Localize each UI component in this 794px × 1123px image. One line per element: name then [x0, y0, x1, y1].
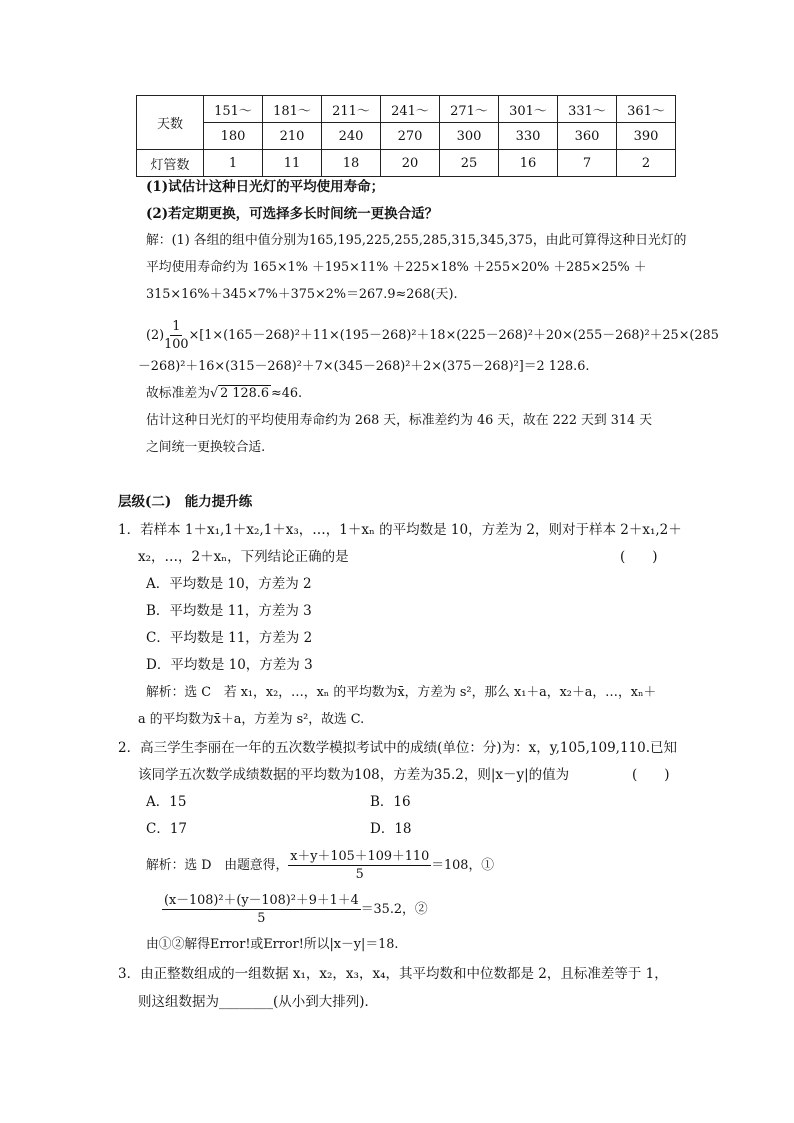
table-cell: 390	[617, 123, 676, 150]
table-cell: 180	[204, 123, 263, 150]
table-cell: 16	[499, 150, 558, 177]
equation-1-result: ＝108，①	[431, 858, 495, 873]
table-cell: 18	[322, 150, 381, 177]
question-3-line-1: 3．由正整数组成的一组数据 x₁，x₂，x₃，x₄，其平均数和中位数都是 2，且标准差等于 1，	[118, 966, 668, 982]
table-cell: 241～	[381, 96, 440, 123]
fraction-numerator: (x－108)²＋(y－108)²＋9＋1＋4	[164, 893, 359, 908]
table-cell: 211～	[322, 96, 381, 123]
question-2-option-a: A．15	[146, 794, 187, 810]
question-1-option-c: C．平均数是 11，方差为 2	[146, 630, 313, 646]
solution-1-line-3: 315×16%＋345×7%＋375×2%＝267.9≈268(天).	[146, 287, 458, 302]
sqrt-sign: √	[209, 386, 219, 401]
question-2-option-b: B．16	[370, 794, 411, 810]
fraction-denominator: 5	[257, 911, 266, 926]
solution-2-line-3	[146, 385, 302, 403]
table-cell: 1	[204, 150, 263, 177]
table-cell: 25	[440, 150, 499, 177]
fraction-numerator: 1	[172, 319, 181, 334]
question-2-line-1: 2．高三学生李丽在一年的五次数学模拟考试中的成绩(单位：分)为：x，y,105,109,110.已知	[118, 740, 678, 756]
solution-2-expression: ×[1×(165－268)²＋11×(195－268)²＋18×(225－268)²＋20×(255－268)²＋25×(285	[188, 328, 719, 343]
solution-2-line-4: 估计这种日光灯的平均使用寿命约为 268 天，标准差约为 46 天，故在 222 天到 314 天	[146, 413, 653, 428]
solution-2-line-5: 之间统一更换较合适.	[146, 440, 266, 455]
table-cell: 300	[440, 123, 499, 150]
solution-1-line-2: 平均使用寿命约为 165×1% ＋195×11% ＋225×18% ＋255×20% ＋285×25% ＋	[146, 260, 647, 275]
table-header-days: 天数	[137, 96, 204, 150]
fraction-denominator: 5	[355, 867, 364, 882]
std-label: 故标准差为	[146, 386, 210, 401]
variance-fraction	[162, 892, 361, 927]
table-cell: 360	[558, 123, 617, 150]
solution-2-line-1	[146, 316, 719, 356]
fraction-numerator: x＋y＋105＋109＋110	[290, 849, 430, 864]
table-cell: 2	[617, 150, 676, 177]
question-2-solution-line-2	[162, 890, 428, 930]
table-cell: 331～	[558, 96, 617, 123]
std-approx: ≈46.	[271, 386, 303, 401]
question-1-option-b: B．平均数是 11，方差为 3	[146, 603, 312, 619]
question-1-answer-paren: ( )	[620, 549, 658, 565]
table-cell: 271～	[440, 96, 499, 123]
table-cell: 301～	[499, 96, 558, 123]
table-header-lamps: 灯管数	[137, 150, 204, 177]
mean-fraction	[288, 848, 431, 883]
table-cell: 11	[263, 150, 322, 177]
solution-lead: 解析：选 D 由题意得，	[146, 858, 289, 873]
equation-2-result: ＝35.2，②	[360, 902, 428, 917]
solution-1-line-1: 解：(1) 各组的组中值分别为165,195,225,255,285,315,345,375，由此可算得这种日光灯的	[146, 233, 687, 248]
table-cell: 210	[263, 123, 322, 150]
question-part-2: (2)若定期更换，可选择多长时间统一更换合适？	[146, 206, 439, 222]
solution-2-prefix: (2)	[146, 328, 165, 343]
question-1-line-1: 1．若样本 1＋x₁,1＋x₂,1＋x₃，…，1＋xₙ 的平均数是 10，方差为 2，则对于样本 2＋x₁,2＋	[118, 522, 682, 538]
table-cell: 240	[322, 123, 381, 150]
fraction-denominator: 100	[164, 337, 189, 352]
question-2-solution-line-3: 由①②解得Error!或Error!所以|x－y|＝18.	[146, 937, 399, 952]
question-1-line-2: x₂，…，2＋xₙ，下列结论正确的是	[138, 549, 349, 565]
solution-2-line-2: －268)²＋16×(315－268)²＋7×(345－268)²＋2×(375－268)²]＝2 128.6.	[138, 359, 590, 374]
question-2-option-d: D．18	[370, 821, 412, 837]
fraction-1-over-100	[164, 318, 188, 353]
table-cell: 151～	[204, 96, 263, 123]
table-cell: 20	[381, 150, 440, 177]
section-title: 层级(二) 能力提升练	[118, 494, 253, 510]
question-2-option-c: C．17	[146, 821, 188, 837]
table-cell: 361～	[617, 96, 676, 123]
table-cell: 270	[381, 123, 440, 150]
question-1-option-d: D．平均数是 10，方差为 3	[146, 657, 313, 673]
question-2-answer-paren: ( )	[632, 767, 670, 783]
question-1-solution-line-2: a 的平均数为x̄＋a，方差为 s²，故选 C.	[138, 712, 365, 727]
table-cell: 330	[499, 123, 558, 150]
table-cell: 181～	[263, 96, 322, 123]
question-part-1: (1)试估计这种日光灯的平均使用寿命；	[146, 179, 385, 195]
question-2-line-2: 该同学五次数学成绩数据的平均数为108，方差为35.2，则|x－y|的值为	[138, 767, 570, 783]
question-3-line-2: 则这组数据为________(从小到大排列)．	[138, 994, 379, 1010]
question-1-solution-line-1: 解析：选 C 若 x₁，x₂，…，xₙ 的平均数为x̄，方差为 s²，那么 x₁＋a，x₂＋a，…，xₙ＋	[146, 685, 657, 700]
data-table	[136, 95, 676, 177]
question-2-solution-line-1	[146, 846, 494, 886]
table-cell: 7	[558, 150, 617, 177]
sqrt-value: 2 128.6	[220, 386, 269, 401]
question-1-option-a: A．平均数是 10，方差为 2	[146, 576, 312, 592]
